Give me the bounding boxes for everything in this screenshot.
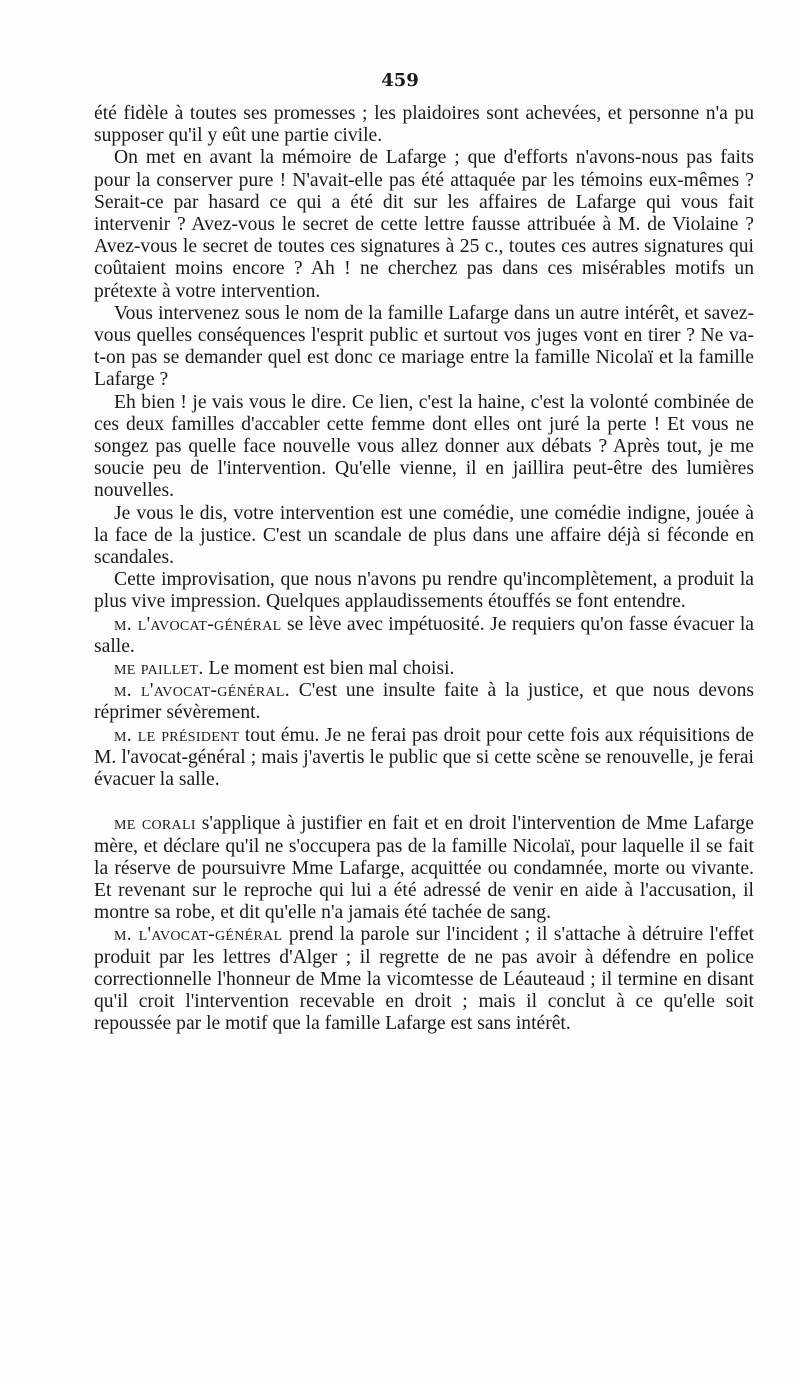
paragraph-text: Le moment est bien mal choisi. — [208, 658, 455, 680]
paragraph-text: été fidèle à toutes ses promesses ; les plaidoires sont achevées, et personne n'a pu supposer qu'il y eût une partie civile. — [94, 103, 754, 147]
paragraph — [94, 503, 754, 570]
paragraph-text: s'applique à justifier en fait et en droit l'intervention de Mme Lafarge mère, et déclare qu'il ne s'occupera pas de la famille Nicolaï, pour laquelle il se fait la réserve de poursuivre Mme Lafarge, acquittée ou condamnée, morte ou vivante. Et revenant sur le reproche qui lui a été adressé de venir en aide à l'accusation, il montre sa robe, et dit qu'elle n'a jamais été tachée de sang. — [94, 813, 754, 924]
speaker-name: m. l'avocat-général — [114, 613, 282, 635]
paragraph-text: On met en avant la mémoire de Lafarge ; que d'efforts n'avons-nous pas faits pour la conserver pure ! N'avait-elle pas été attaquée par les témoins eux-mêmes ? Serait-ce par hasard ce qui a été dit sur les affaires de Lafarge qui vous fait intervenir ? Avez-vous le secret de cette lettre fausse attribuée à M. de Violaine ? Avez-vous le secret de toutes ces signatures à 25 c., toutes ces autres signatures qui coûtaient moins encore ? Ah ! ne cherchez pas dans ces misérables motifs un prétexte à votre intervention. — [94, 147, 754, 302]
paragraph — [94, 103, 754, 147]
paragraph — [94, 924, 754, 1035]
paragraph-text: tout ému. Je ne ferai pas droit pour cette fois aux réquisitions de M. l'avocat-général ; mais j'avertis le public que si cette scène se renouvelle, je ferai évacuer la salle. — [94, 724, 754, 791]
paragraph-text: Je vous le dis, votre intervention est une comédie, une comédie indigne, jouée à la face de la justice. C'est un scandale de plus dans une affaire déjà si féconde en scandales. — [94, 502, 754, 569]
paragraph-text: Vous intervenez sous le nom de la famille Lafarge dans un autre intérêt, et savez-vous quelles conséquences l'esprit public et surtout vos juges vont en tirer ? Ne va-t-on pas se demander quel est donc ce mariage entre la famille Nicolaï et la famille Lafarge ? — [94, 302, 754, 391]
paragraph-text: prend la parole sur l'incident ; il s'attache à détruire l'effet produit par les lettres d'Alger ; il regrette de ne pas avoir à défendre en police correctionnelle l'honneur de Mme la vicomtesse de Léauteaud ; il termine en disant qu'il croit l'intervention recevable en droit ; mais il conclut à ce qu'elle soit repoussée par le motif que la famille Lafarge est sans intérêt. — [94, 924, 754, 1035]
speaker-name: m. le président — [114, 724, 240, 746]
body-text — [94, 103, 754, 1035]
paragraph — [94, 614, 754, 658]
paragraph — [94, 658, 754, 680]
paragraph — [94, 147, 754, 302]
page-number: 459 — [381, 70, 419, 91]
paragraph — [94, 813, 754, 924]
paragraph-text: Cette improvisation, que nous n'avons pu rendre qu'incomplètement, a produit la plus vive impression. Quelques applaudissements étouffés se font entendre. — [94, 569, 754, 613]
paragraph-text: se lève avec impétuosité. Je requiers qu'on fasse évacuer la salle. — [94, 613, 754, 657]
speaker-name: m. l'avocat-général. — [114, 680, 290, 702]
paragraph-text: Eh bien ! je vais vous le dire. Ce lien, c'est la haine, c'est la volonté combinée de ces deux familles d'accabler cette femme dont elles ont juré la perte ! Et vous ne songez pas quelle face nouvelle vous allez donner aux débats ? Après tout, je me soucie peu de l'intervention. Qu'elle vienne, il en jaillira peut-être des lumières nouvelles. — [94, 391, 754, 502]
paragraph — [94, 303, 754, 392]
speaker-name: me paillet. — [114, 658, 204, 680]
paragraph — [94, 569, 754, 613]
paragraph — [94, 392, 754, 503]
paragraph — [94, 680, 754, 724]
paragraph-text: C'est une insulte faite à la justice, et que nous devons réprimer sévèrement. — [94, 680, 754, 724]
speaker-name: me corali — [114, 813, 196, 835]
paragraph — [94, 725, 754, 792]
speaker-name: m. l'avocat-général — [114, 924, 283, 946]
